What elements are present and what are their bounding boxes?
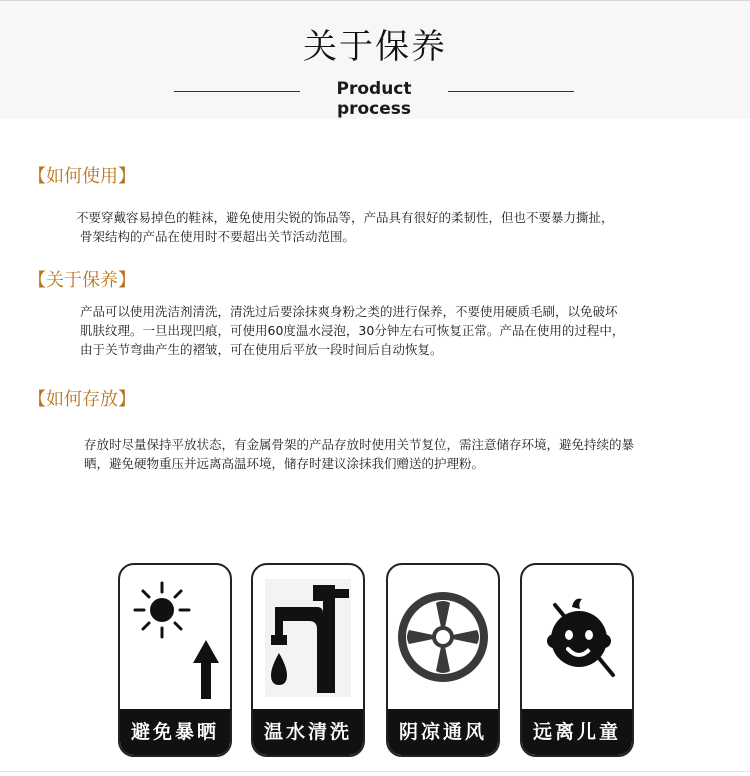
sun-arrow-icon: [120, 565, 230, 709]
section-text-storage-line-2: 晒，避免硬物重压并远离高温环境，储存时建议涂抹我们赠送的护理粉。: [84, 456, 485, 471]
tile-avoid-sun: [118, 563, 232, 757]
bottom-divider: [0, 771, 750, 772]
section-text-care-line-1: 产品可以使用洗洁剂清洗，清洗过后要涂抹爽身粉之类的进行保养，不要使用硬质毛刷，以免破坏: [80, 304, 618, 319]
section-title-storage: 【如何存放】: [28, 389, 136, 410]
tile-shade-ventilate: [386, 563, 500, 757]
faucet-icon: [253, 565, 363, 709]
subtitle-row: [0, 79, 750, 119]
subtitle-divider-right: [448, 91, 574, 92]
section-title-care: 【关于保养】: [28, 270, 136, 291]
page-subtitle: Product process: [336, 79, 412, 119]
fan-icon: [388, 565, 498, 709]
tile-label: 温水清洗: [253, 709, 363, 755]
tile-warm-water-wash: [251, 563, 365, 757]
page-title: 关于保养: [303, 27, 447, 67]
section-title-usage: 【如何使用】: [28, 166, 136, 187]
tile-label: 阴凉通风: [388, 709, 498, 755]
section-text-storage-line-1: 存放时尽量保持平放状态，有金属骨架的产品存放时使用关节复位，需注意储存环境，避免持续的暴: [84, 437, 635, 452]
subtitle-divider-left: [174, 91, 300, 92]
section-text-care-line-3: 由于关节弯曲产生的褶皱，可在使用后平放一段时间后自动恢复。: [80, 342, 443, 357]
tile-keep-from-children: [520, 563, 634, 757]
section-text-care-line-2: 肌肤纹理。一旦出现凹痕，可使用60度温水浸泡，30分钟左右可恢复正常。产品在使用的过程中，: [80, 323, 625, 338]
section-text-usage-line-2: 骨架结构的产品在使用时不要超出关节活动范围。: [80, 229, 356, 244]
section-text-usage-line-1: 不要穿戴容易掉色的鞋袜，避免使用尖锐的饰品等，产品具有很好的柔韧性，但也不要暴力撕扯，: [76, 210, 614, 225]
page-header: [0, 0, 750, 119]
no-child-icon: [522, 565, 632, 709]
tile-label: 避免暴晒: [120, 709, 230, 755]
tile-label: 远离儿童: [522, 709, 632, 755]
